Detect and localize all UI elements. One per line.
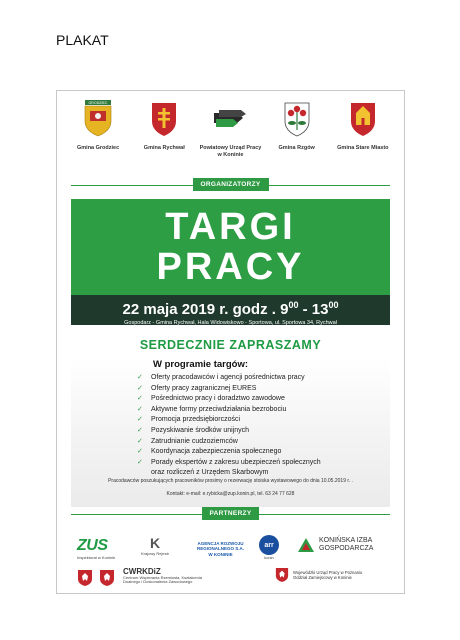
wup-text	[293, 570, 362, 580]
logo-stare-miasto	[332, 99, 394, 163]
title-banner	[71, 199, 390, 295]
check-icon: ✓	[137, 384, 143, 392]
grodziec-crest-text: GRODZIEC	[88, 101, 108, 105]
stare-miasto-crest-icon	[346, 99, 380, 137]
logo-caption: Powiatowy Urząd Pracy w Koninie	[199, 145, 262, 158]
check-icon: ✓	[137, 448, 143, 456]
partner-wup	[275, 567, 362, 583]
reservation-note: Pracodawców poszukujących pracowników prosimy o rezerwację stoiska wystawowego do dnia 10.05.2019 r. .	[108, 478, 353, 484]
zus-logo: ZUS	[77, 537, 108, 554]
eagle-crest-icon	[275, 567, 289, 583]
logo-caption: Gmina Rzgów	[278, 145, 315, 151]
list-item: ✓ Koordynacja zabezpieczenia społecznego	[137, 447, 321, 458]
partner-eagle-1	[77, 569, 93, 587]
check-icon: ✓	[137, 426, 143, 434]
program-list	[137, 373, 321, 479]
kig-text	[319, 537, 373, 553]
date-band	[71, 295, 390, 325]
partners-label: PARTNERZY	[202, 507, 260, 520]
logo-caption: Gmina Rychwał	[143, 145, 185, 151]
partner-cwrkdiz	[123, 567, 213, 585]
cwrkdiz-caption: Centrum Wspierania Rzemiosła, Kształcenia Dualnego i Doskonalenia Zawodowego	[123, 575, 202, 585]
partner-eagle-2	[99, 569, 115, 587]
logo-caption: Gmina Stare Miasto	[337, 145, 389, 151]
grodziec-crest-icon	[81, 99, 115, 137]
logo-rychwal	[133, 99, 195, 163]
date-sup-start: 00	[288, 300, 299, 310]
partner-kig	[297, 537, 373, 553]
kp-logo: K	[149, 535, 161, 551]
kp-caption: Krajowy Rejestr	[141, 551, 170, 556]
kig-triangle-icon	[297, 537, 315, 553]
list-item: ✓ Porady ekspertów z zakresu ubezpieczeń społecznych	[137, 458, 321, 469]
banner-line-2: PRACY	[156, 246, 305, 288]
partner-agencja	[197, 541, 244, 557]
event-venue: Gospodarz - Gmina Rychwał, Hala Widowiskowo - Sportowa, ul. Sportowa 34, Rychwał	[124, 320, 337, 326]
program-title: W programie targów:	[153, 359, 249, 370]
list-item-continuation: oraz rozliczeń z Urzędem Skarbowym	[151, 469, 269, 477]
agencja-line: AGENCJA ROZWOJU	[197, 541, 244, 546]
invite-heading: SERDECZNIE ZAPRASZAMY	[139, 338, 322, 352]
list-item: ✓ Pozyskiwanie środków unijnych	[137, 426, 321, 437]
rychwal-crest-icon	[147, 99, 181, 137]
organizer-logos	[57, 99, 404, 163]
cwrkdiz-logo: CWRKDiZ	[123, 567, 161, 576]
logo-pup-konin	[199, 99, 261, 163]
check-icon: ✓	[137, 416, 143, 424]
check-icon: ✓	[137, 458, 143, 466]
partner-kp	[141, 535, 169, 556]
agencja-line: W KONINIE	[208, 551, 233, 557]
agencja-line: REGIONALNEGO S.A.	[197, 546, 245, 552]
date-mid: - 13	[298, 301, 329, 318]
banner-line-1: TARGI	[165, 206, 296, 248]
list-item: ✓ Aktywne formy przeciwdziałania bezrobociu	[137, 405, 321, 416]
kig-line: GOSPODARCZA	[319, 545, 374, 553]
list-item: ✓ Promocja przedsiębiorczości	[137, 415, 321, 426]
eagle-crest-icon	[99, 569, 115, 587]
check-icon: ✓	[137, 374, 143, 381]
organizers-label: ORGANIZATORZY	[193, 178, 269, 191]
kig-line: KONIŃSKA IZBA	[319, 537, 373, 544]
rzgow-crest-icon	[280, 99, 314, 137]
eagle-crest-icon	[77, 569, 93, 587]
list-item: ✓ Oferty pracy zagranicznej EURES	[137, 384, 321, 395]
page-label: PLAKAT	[56, 32, 109, 48]
zus-caption: Inspektorat w Koninie	[77, 555, 116, 560]
check-icon: ✓	[137, 437, 143, 445]
list-item: ✓ Pośrednictwo pracy i doradztwo zawodowe	[137, 394, 321, 405]
arr-logo: arr	[259, 535, 279, 555]
arr-caption: konin	[264, 555, 274, 560]
logo-grodziec	[67, 99, 129, 163]
logo-caption: Gmina Grodziec	[77, 145, 120, 151]
list-item: ✓ Oferty pracodawców i agencji pośrednictwa pracy	[137, 373, 321, 384]
check-icon: ✓	[137, 405, 143, 413]
partner-arr	[259, 535, 279, 560]
wup-line: Wojewódzki Urząd Pracy w Poznaniu	[293, 569, 363, 575]
logo-rzgow	[266, 99, 328, 163]
wup-line: Oddział Zamiejscowy w Koninie	[293, 575, 352, 580]
date-sup-end: 00	[328, 300, 339, 310]
partner-zus	[77, 537, 115, 560]
check-icon: ✓	[137, 395, 143, 403]
event-date	[71, 297, 390, 318]
pup-arrows-icon	[213, 99, 247, 137]
contact-note: Kontakt: e-mail: e.rybicka@zup.konin.pl, tel. 63 24 77 628	[166, 491, 295, 497]
list-item: ✓ Zatrudnianie cudzoziemców	[137, 437, 321, 448]
date-prefix: 22 maja 2019 r. godz . 9	[122, 301, 289, 318]
poster	[56, 90, 405, 594]
